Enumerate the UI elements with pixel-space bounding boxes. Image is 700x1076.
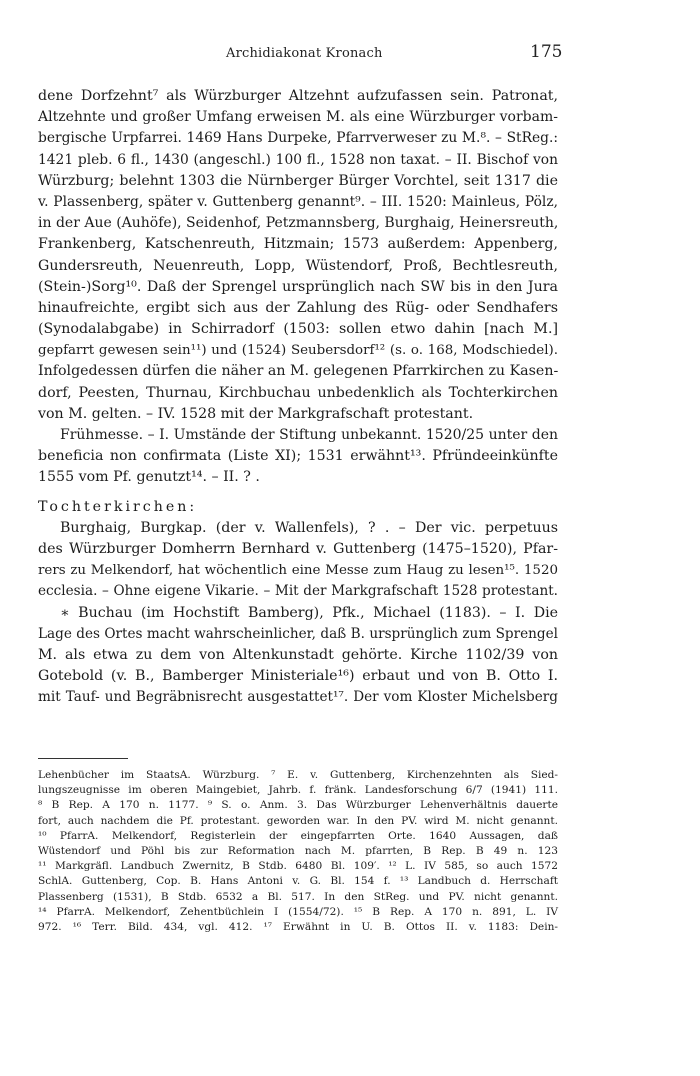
body-line: hinaufreichte, ergibt sich aus der Zahlung des Rüg- oder Sendhafers [38,299,558,316]
footnote-line: ¹⁰ PfarrA. Melkendorf, Registerlein der eingepfarrten Orte. 1640 Aussagen, daß [38,829,558,842]
body-line: dorf, Peesten, Thurnau, Kirchbuchau unbedenklich als Tochterkirchen [38,384,558,401]
footnote-line: ¹⁴ PfarrA. Melkendorf, Zehentbüchlein I (1554/72). ¹⁵ B Rep. A 170 n. 891, L. IV [38,905,558,918]
body-line: Lage des Ortes macht wahrscheinlicher, daß B. ursprünglich zum Sprengel [38,625,558,642]
body-line: (Stein-)Sorg¹⁰. Daß der Sprengel ursprünglich nach SW bis in den Jura [38,278,558,295]
running-header [0,42,700,64]
body-line: Frankenberg, Katschenreuth, Hitzmain; 1573 außerdem: Appenberg, [38,236,558,253]
footnote-line: Plassenberg (1531), B Stdb. 6532 a Bl. 517. In den StReg. und PV. nicht genannt. [38,890,558,903]
body-line: Burghaig, Burgkap. (der v. Wallenfels), ? . – Der vic. perpetuus [60,519,558,536]
footnote-line: Lehenbücher im StaatsA. Würzburg. ⁷ E. v. Guttenberg, Kirchenzehnten als Sied- [38,769,558,781]
footnote-divider [38,758,128,759]
body-line: von M. gelten. – IV. 1528 mit der Markgrafschaft protestant. [38,405,474,422]
page-number: 175 [530,42,563,62]
footnotes [38,768,558,935]
body-line: M. als etwa zu dem von Altenkunstadt gehörte. Kirche 1102/39 von [38,646,558,663]
body-line: Gundersreuth, Neuenreuth, Lopp, Wüstendorf, Proß, Bechtlesreuth, [38,257,558,274]
body-line: Gotebold (v. B., Bamberger Ministeriale¹⁶) erbaut und von B. Otto I. [38,668,558,685]
body-line: in der Aue (Auhöfe), Seidenhof, Petzmannsberg, Burghaig, Heinersreuth, [38,215,559,232]
body-line: des Würzburger Domherrn Bernhard v. Guttenberg (1475–1520), Pfar- [38,540,558,557]
body-line: (Synodalabgabe) in Schirradorf (1503: sollen etwo dahin [nach M.] [38,321,558,338]
body-line: 1421 pleb. 6 fl., 1430 (angeschl.) 100 fl., 1528 non taxat. – II. Bischof von [38,151,558,168]
body-line: beneficia non confirmata (Liste XI); 1531 erwähnt¹³. Pfründeeinkünfte [38,448,558,465]
body-line: dene Dorfzehnt⁷ als Würzburger Altzehnt aufzufassen sein. Patronat, [38,88,558,104]
body-line: Altzehnte und großer Umfang erweisen M. als eine Würzburger vorbam- [38,109,558,126]
footnote-line: SchlA. Guttenberg, Cop. B. Hans Antoni v. G. Bl. 154 f. ¹³ Landbuch d. Herrschaft [38,875,558,888]
body-line: Frühmesse. – I. Umstände der Stiftung unbekannt. 1520/25 unter den [60,427,558,443]
footnote-line: ¹¹ Markgräfl. Landbuch Zwernitz, B Stdb. 6480 Bl. 109′. ¹² L. IV 585, so auch 1572 [38,860,558,873]
footnote-line: lungszeugnisse im oberen Maingebiet, Jahrb. f. fränk. Landesforschung 6/7 (1941) 111. [38,784,558,797]
body-line: v. Plassenberg, später v. Guttenberg genannt⁹. – III. 1520: Mainleus, Pölz, [38,193,558,210]
footnote-line: Wüstendorf und Pöhl bis zur Reformation nach M. pfarrten, B Rep. B 49 n. 123 [38,844,558,857]
main-text [38,86,558,708]
body-line: ∗ Buchau (im Hochstift Bamberg), Pfk., Michael (1183). – I. Die [60,604,558,621]
footnote-line: fort, auch nachdem die Pf. protestant. geworden war. In den PV. wird M. nicht genannt. [38,814,558,827]
footnote-line: ⁸ B Rep. A 170 n. 1177. ⁹ S. o. Anm. 3. Das Würzburger Lehenverhältnis dauerte [38,799,558,812]
body-line: gepfarrt gewesen sein¹¹) und (1524) Seubersdorf¹² (s. o. 168, Modschiedel). [38,343,558,359]
body-line: 1555 vom Pf. genutzt¹⁴. – II. ? . [38,469,260,486]
body-line: mit Tauf- und Begräbnisrecht ausgestattet¹⁷. Der vom Kloster Michelsberg [38,689,558,706]
body-line: Würzburg; belehnt 1303 die Nürnberger Bürger Vorchtel, seit 1317 die [38,172,558,189]
section-heading: Tochterkirchen: [38,498,198,515]
footnote-line: 972. ¹⁶ Terr. Bild. 434, vgl. 412. ¹⁷ Erwähnt in U. B. Ottos II. v. 1183: Dein- [38,920,558,933]
running-title: Archidiakonat Kronach [226,46,383,61]
body-line: rers zu Melkendorf, hat wöchentlich eine Messe zum Haug zu lesen¹⁵. 1520 [38,563,558,579]
body-line: Infolgedessen dürfen die näher an M. gelegenen Pfarrkirchen zu Kasen- [38,363,559,380]
body-line: ecclesia. – Ohne eigene Vikarie. – Mit der Markgrafschaft 1528 protestant. [38,583,558,600]
body-line: bergische Urpfarrei. 1469 Hans Durpeke, Pfarrverweser zu M.⁸. – StReg.: [38,130,558,147]
